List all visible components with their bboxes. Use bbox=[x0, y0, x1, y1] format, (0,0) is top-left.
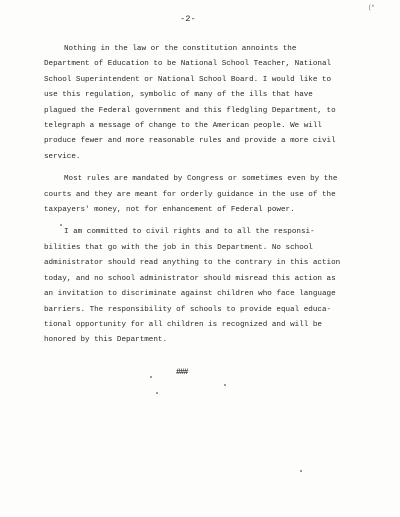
text-line: Nothing in the law or the constitution annoints the bbox=[64, 45, 297, 53]
text-line: an invitation to discriminate against children who face language bbox=[44, 290, 336, 299]
text-line: bilities that go with the job in this Department. No school bbox=[44, 243, 313, 252]
text-line: I am committed to civil rights and to all the responsi- bbox=[64, 228, 315, 237]
paragraph-2 bbox=[44, 172, 366, 218]
text-line: honored by this Department. bbox=[44, 336, 168, 345]
corner-mark: (* bbox=[368, 4, 375, 11]
text-line: taxpayers' money, not for enhancement of Federal power. bbox=[44, 206, 295, 215]
text-line: barriers. The responsibility of schools to provide equal educa- bbox=[44, 305, 332, 314]
page-number: -2- bbox=[180, 14, 196, 24]
text-line: plagued the Federal government and this fledgling Department, to bbox=[44, 106, 336, 115]
text-line: Most rules are mandated by Congress or sometimes even by the bbox=[64, 175, 338, 184]
text-line: use this regulation, symbolic of many of the ills that have bbox=[44, 91, 313, 100]
scan-speck bbox=[300, 470, 302, 472]
scan-speck bbox=[224, 384, 226, 386]
text-line: service. bbox=[44, 152, 81, 161]
text-line: Department of Education to be National School Teacher, National bbox=[44, 60, 332, 69]
body-text bbox=[44, 42, 366, 349]
text-line: produce fewer and more reasonable rules and provide a more civil bbox=[44, 137, 336, 146]
text-line: courts and they are meant for orderly guidance in the use of the bbox=[44, 190, 336, 199]
end-mark: ### bbox=[176, 368, 188, 377]
text-line: telegraph a message of change to the American people. We will bbox=[44, 122, 322, 131]
text-line: administrator should read anything to the contrary in this action bbox=[44, 259, 341, 268]
scan-speck bbox=[60, 224, 62, 226]
scan-speck bbox=[156, 392, 158, 394]
text-line: School Superintendent or National School Board. I would like to bbox=[44, 75, 332, 84]
paragraph-3 bbox=[44, 225, 366, 348]
paragraph-1 bbox=[44, 42, 366, 165]
scan-speck bbox=[150, 376, 152, 378]
text-line: today, and no school administrator should misread this action as bbox=[44, 274, 336, 283]
text-line: tional opportunity for all children is recognized and will be bbox=[44, 320, 322, 329]
